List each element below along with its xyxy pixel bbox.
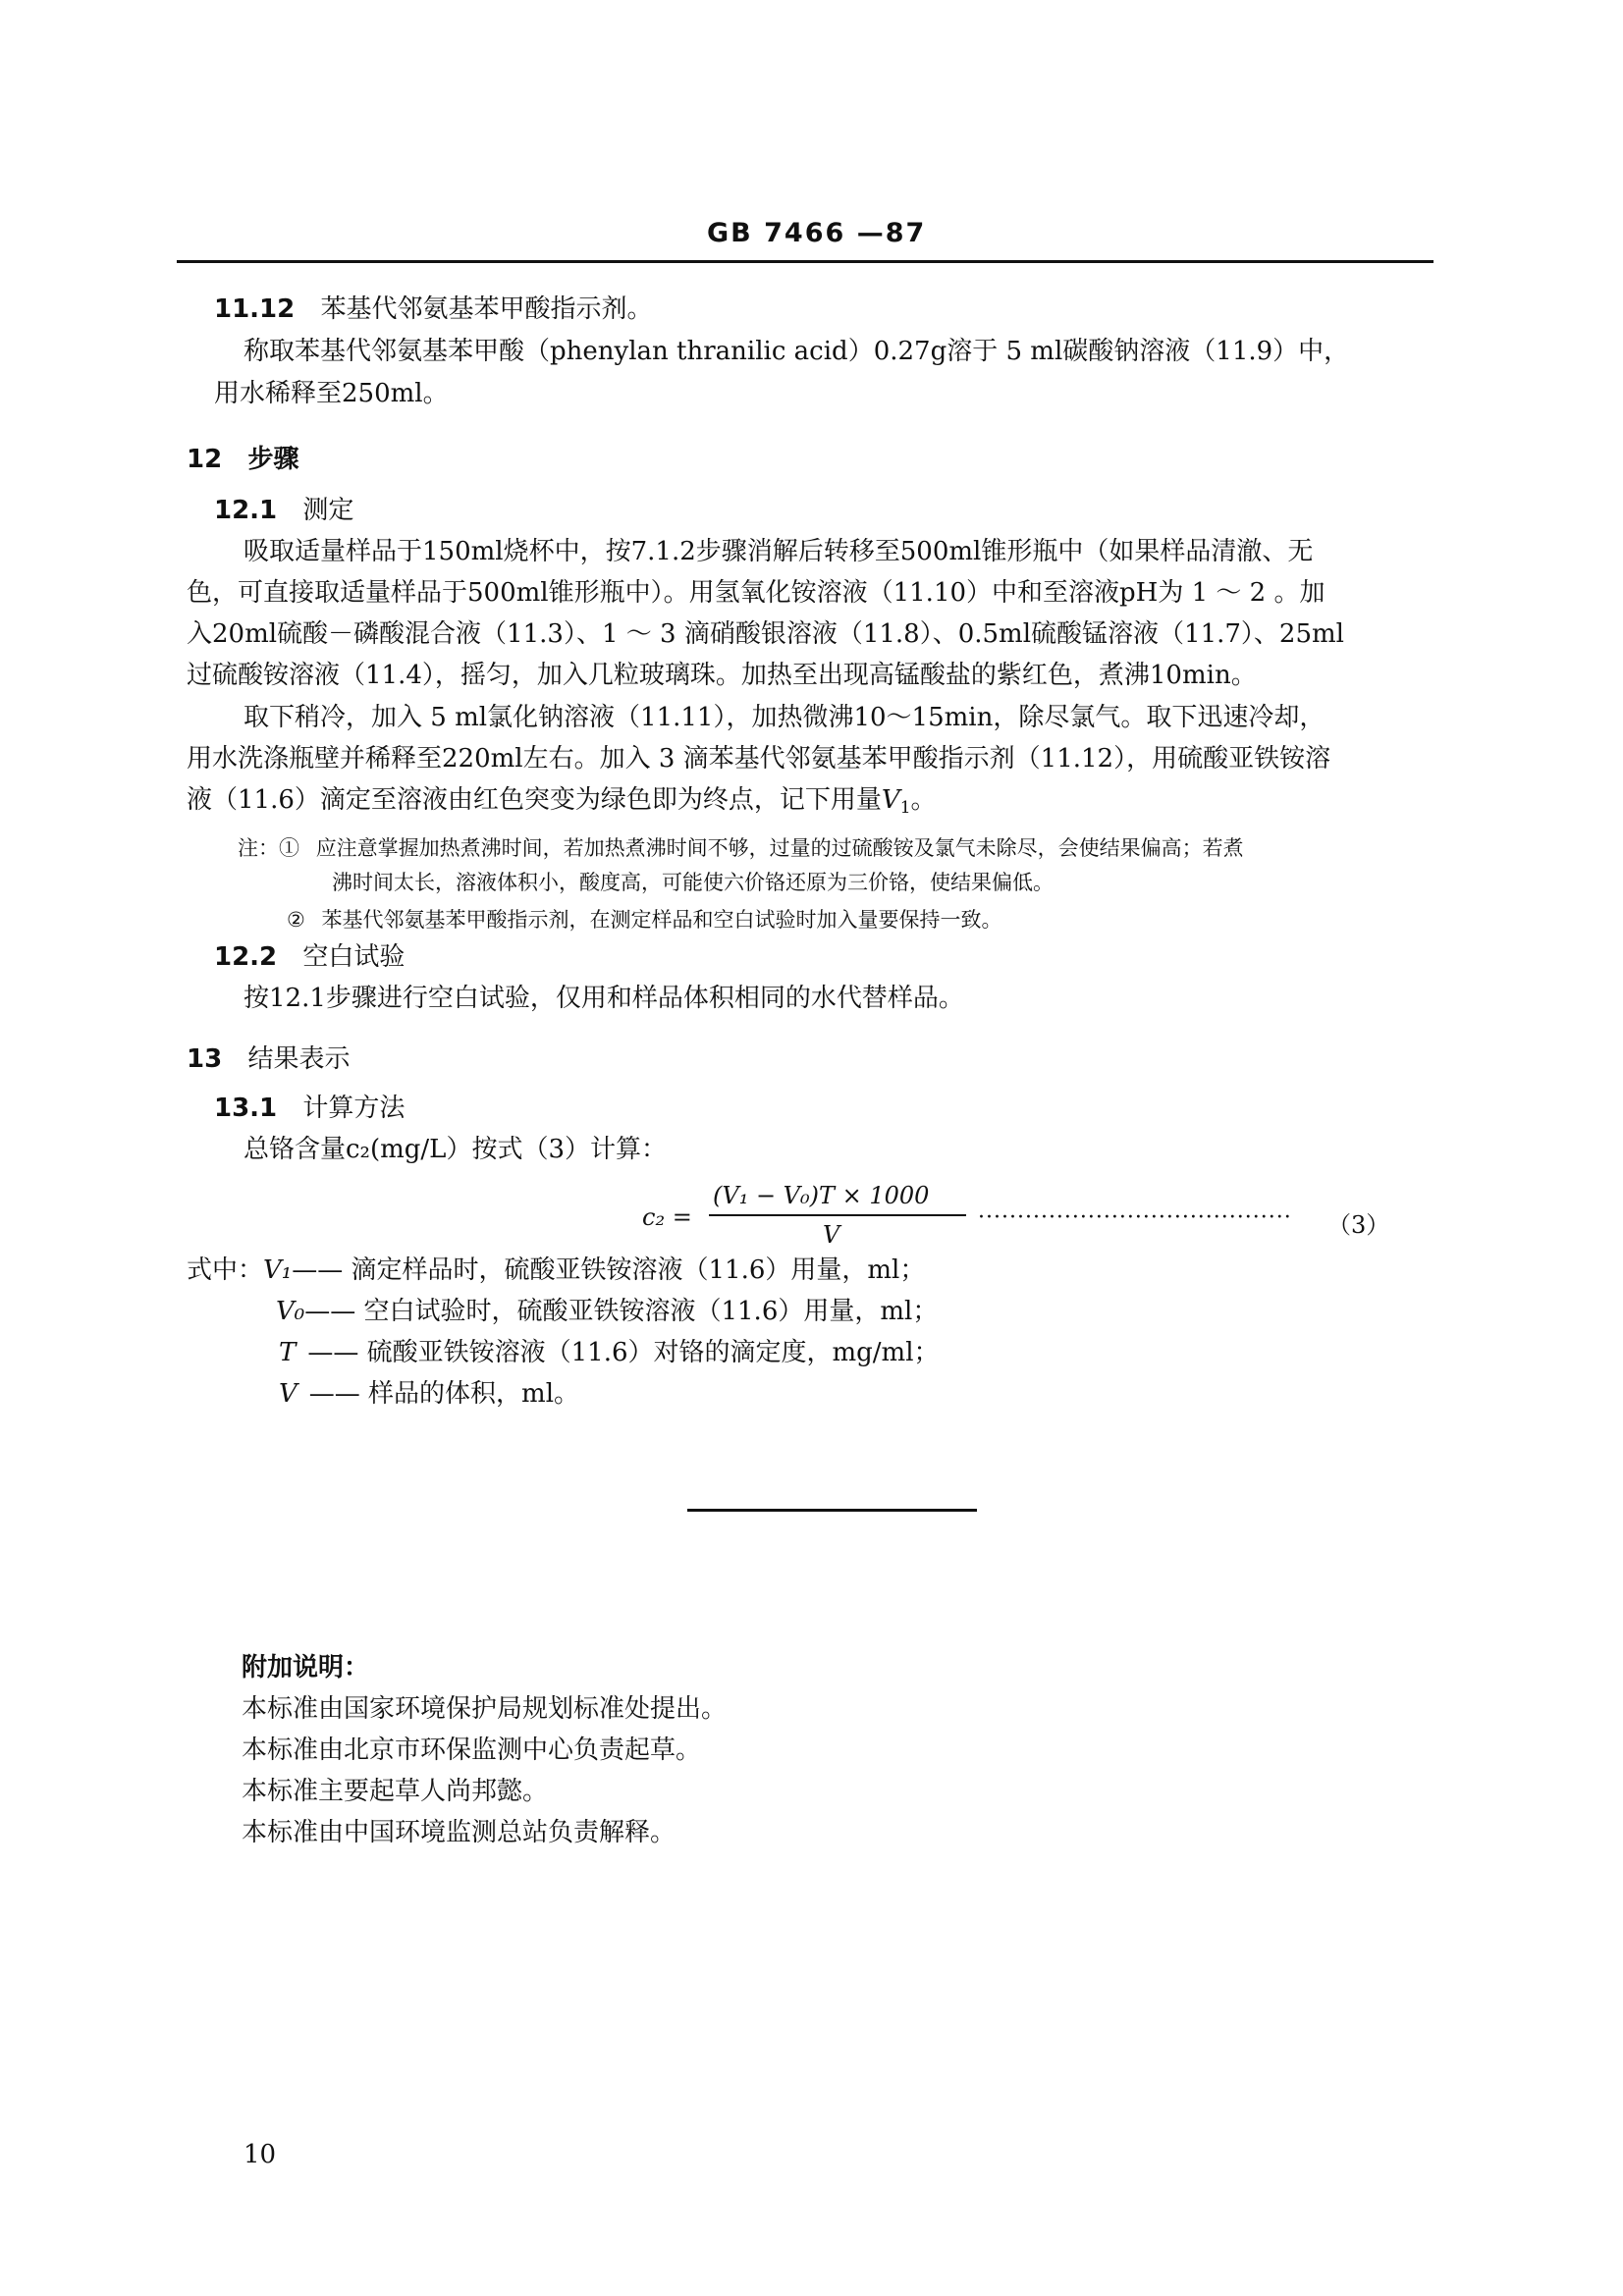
section-13-heading xyxy=(187,1044,350,1074)
formula-numerator: (V₁ − V₀)T × 1000 xyxy=(713,1182,930,1209)
formula-lhs: c₂ = xyxy=(642,1203,692,1231)
paragraph-line: 用水洗涤瓶壁并稀释至220ml左右。加入 3 滴苯基代邻氨基苯甲酸指示剂（11.12），用硫酸亚铁铵溶 xyxy=(187,744,1331,774)
section-number: 12.1 xyxy=(214,496,278,525)
where-symbol: T xyxy=(279,1338,297,1367)
section-title: 步骤 xyxy=(247,445,299,474)
where-symbol: V xyxy=(279,1379,298,1409)
section-title: 测定 xyxy=(302,496,354,525)
section-12-2-heading xyxy=(214,942,405,972)
note-label: 注：① xyxy=(238,836,299,860)
note-2 xyxy=(287,904,1002,934)
note-text: 应注意掌握加热煮沸时间，若加热煮沸时间不够，过量的过硫酸铵及氯气未除尽，会使结果偏高；若煮 xyxy=(315,836,1244,860)
section-title: 空白试验 xyxy=(302,942,406,972)
section-12-heading xyxy=(187,445,298,474)
where-item xyxy=(279,1338,940,1367)
fraction-bar xyxy=(709,1214,966,1216)
formula-denominator: V xyxy=(823,1221,840,1249)
note-label: ② xyxy=(287,908,305,932)
note-1 xyxy=(238,832,1244,862)
where-description: —— 滴定样品时，硫酸亚铁铵溶液（11.6）用量，ml； xyxy=(292,1255,926,1285)
end-of-standard-rule xyxy=(687,1509,977,1512)
where-description: —— 空白试验时，硫酸亚铁铵溶液（11.6）用量，ml； xyxy=(304,1297,939,1326)
subscript: 1 xyxy=(899,798,911,818)
appendix-title: 附加说明： xyxy=(242,1653,370,1682)
section-number: 11.12 xyxy=(214,294,296,324)
paragraph-line: 按12.1步骤进行空白试验，仅用和样品体积相同的水代替样品。 xyxy=(243,984,964,1013)
paragraph-line: 色，可直接取适量样品于500ml锥形瓶中）。用氢氧化铵溶液（11.10）中和至溶液pH为 1 ～ 2 。加 xyxy=(187,578,1325,608)
paragraph-line: 取下稍冷，加入 5 ml氯化钠溶液（11.11），加热微沸10～15min，除尽氯气。取下迅速冷却， xyxy=(243,703,1325,732)
section-number: 12.2 xyxy=(214,942,278,972)
standard-number: GB 7466 —87 xyxy=(707,218,927,248)
equation-number: （3） xyxy=(1327,1211,1390,1239)
appendix-line: 本标准由北京市环保监测中心负责起草。 xyxy=(242,1735,702,1765)
where-symbol: V₁ xyxy=(263,1255,293,1285)
section-number: 13 xyxy=(187,1044,223,1074)
note-text: 苯基代邻氨基苯甲酸指示剂，在测定样品和空白试验时加入量要保持一致。 xyxy=(321,908,1002,932)
variable-v1: V xyxy=(881,785,900,815)
paragraph-line: 入20ml硫酸－磷酸混合液（11.3）、1 ～ 3 滴硝酸银溶液（11.8）、0.5ml硫酸锰溶液（11.7）、25ml xyxy=(187,619,1344,649)
where-item xyxy=(187,1255,925,1285)
section-number: 12 xyxy=(187,445,223,474)
appendix-line: 本标准由中国环境监测总站负责解释。 xyxy=(242,1818,676,1847)
section-13-1-heading xyxy=(214,1094,405,1123)
where-description: —— 硫酸亚铁铵溶液（11.6）对铬的滴定度，mg/ml； xyxy=(307,1338,940,1367)
section-number: 13.1 xyxy=(214,1094,278,1123)
where-symbol: V₀ xyxy=(276,1297,305,1326)
where-item xyxy=(276,1297,938,1326)
leader-dots: ········································ xyxy=(978,1205,1292,1230)
where-prefix: 式中： xyxy=(187,1255,264,1285)
formula-intro: 总铬含量c₂(mg/L）按式（3）计算： xyxy=(243,1135,667,1164)
section-title: 结果表示 xyxy=(247,1044,351,1074)
where-item xyxy=(279,1379,579,1409)
appendix-line: 本标准由国家环境保护局规划标准处提出。 xyxy=(242,1694,728,1724)
paragraph-line xyxy=(187,785,937,823)
where-description: —— 样品的体积，ml。 xyxy=(308,1379,580,1409)
text-run: 液（11.6）滴定至溶液由红色突变为绿色即为终点，记下用量 xyxy=(187,785,882,815)
header-rule xyxy=(177,260,1434,263)
paragraph-line: 称取苯基代邻氨基苯甲酸（phenylan thranilic acid）0.27g溶于 5 ml碳酸钠溶液（11.9）中， xyxy=(243,337,1350,366)
note-text: 沸时间太长，溶液体积小，酸度高，可能使六价铬还原为三价铬，使结果偏低。 xyxy=(332,871,1054,894)
section-11-12-heading xyxy=(214,294,653,324)
paragraph-line: 过硫酸铵溶液（11.4），摇匀，加入几粒玻璃珠。加热至出现高锰酸盐的紫红色，煮沸10min。 xyxy=(187,661,1257,690)
section-12-1-heading xyxy=(214,496,353,525)
appendix-line: 本标准主要起草人尚邦懿。 xyxy=(242,1777,549,1806)
text-run: 。 xyxy=(910,785,937,815)
paragraph-line: 吸取适量样品于150ml烧杯中，按7.1.2步骤消解后转移至500ml锥形瓶中（如果样品清澈、无 xyxy=(243,537,1314,566)
paragraph-line: 用水稀释至250ml。 xyxy=(214,379,449,408)
section-title: 苯基代邻氨基苯甲酸指示剂。 xyxy=(320,294,653,324)
page-number: 10 xyxy=(243,2140,277,2169)
section-title: 计算方法 xyxy=(302,1094,406,1123)
